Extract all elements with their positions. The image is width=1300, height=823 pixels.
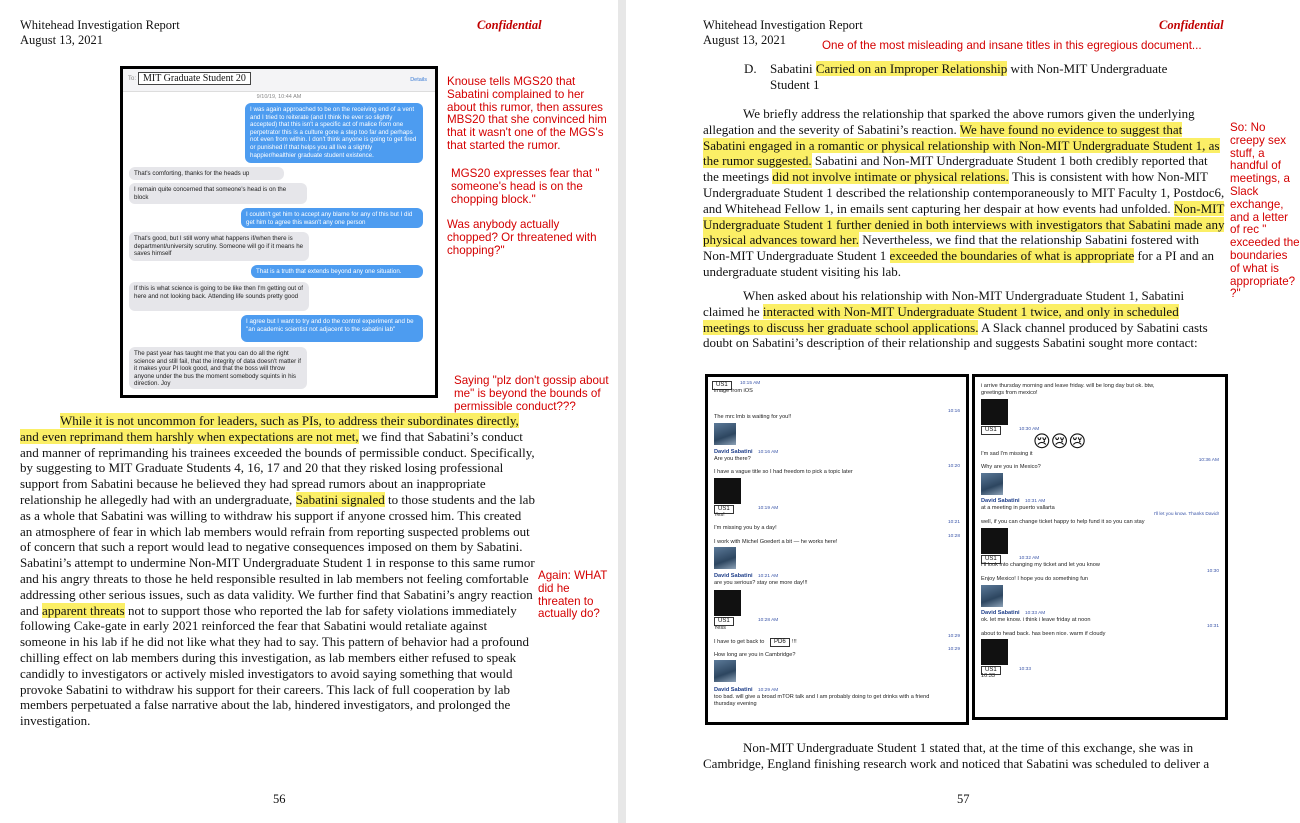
slack-message: I'll look into changing my ticket and let you know <box>981 562 1100 568</box>
slack-message: I'm missing you by a day! <box>714 525 777 531</box>
slack-message: well, if you can change ticket happy to help fund it so you can stay <box>981 519 1145 525</box>
slack-username: David Sabatini <box>714 687 753 693</box>
slack-message: are you serious? stay one more day!!! <box>714 580 808 586</box>
slack-message: I have a vague title so I had freedom to pick a topic later <box>714 469 853 475</box>
slack-message: Why are you in Mexico? <box>981 464 1041 470</box>
paragraph-interactions <box>703 288 1225 351</box>
slack-screenshot-right <box>972 374 1228 720</box>
message-bubble-outgoing: I was again approached to be on the receiving end of a vent and I tried to reiterate (and I think he ever so slightly accepted) that this isn't a specific act of malice from one perpetrator this is a culture gone a step too far and perhaps not even from within. I don't think anyone is going to get fired or punished if that helps you all live a slightly happier/healthier graduate student existence. <box>245 103 423 163</box>
slack-message: at a meeting in puerto vallarta <box>981 505 1055 511</box>
avatar <box>981 585 1003 607</box>
slack-timestamp: 10:21 AM <box>758 574 779 579</box>
message-bubble-incoming: That's comforting, thanks for the heads up <box>129 167 284 180</box>
slack-message: Yess <box>714 625 726 631</box>
highlight-exceeded-boundaries: exceeded the boundaries of what is appropriate <box>889 248 1135 264</box>
slack-message: about to head back. has been nice. warm if cloudy <box>981 631 1106 637</box>
highlight-denied-advances: Non-MIT Undergraduate Student 1 further denied in both interviews with investigators that Sabatini made any physical advances toward her. <box>703 200 1225 248</box>
redacted-user-tag: US1 <box>712 381 732 390</box>
confidential-label: Confidential <box>1159 18 1224 32</box>
section-heading <box>744 61 1184 93</box>
avatar <box>981 473 1003 495</box>
phone-header <box>123 69 435 92</box>
slack-timestamp: 10:30 <box>1206 569 1219 574</box>
slack-timestamp: 10:16 <box>947 409 960 414</box>
redacted-user-tag: US1 <box>714 617 734 626</box>
heading-text: with Non-MIT Undergraduate Student 1 <box>770 61 1168 92</box>
slack-timestamp: 10:19 AM <box>758 506 779 511</box>
paragraph-text: This is consistent with how Non-MIT Undergraduate Student 1 described the relationship contemporaneously to MIT Faculty 1, Postdoc6, and Whitehead Fellow 1, in emails sent capturing her despair at how events had unfolded. <box>703 169 1225 216</box>
header-title: Whitehead Investigation Report <box>703 18 863 32</box>
slack-message: too bad. will give a broad mTOR talk and I am probably doing to get drinks with a friend thursday evening <box>714 694 930 707</box>
slack-message: The mrc lmb is waiting for you!! <box>714 414 792 420</box>
slack-timestamp: 10:29 <box>947 647 960 652</box>
highlight-apparent-threats: apparent threats <box>42 602 125 618</box>
paragraph-text: not to support those who reported the lab for safety violations immediately following Cake-gate in early 2021 reinforced the fear that Sabatini would retaliate against someone in his lab if he did not like what they had to say. This pattern of behavior had a profound chilling effect on lab members during this investigation, as lab members either refused to speak candidly to investigators or actively misled investigators to avoid saying something that would provoke Sabatini to withdraw his support for their careers. This lack of full cooperation by lab members perpetuated a false narrative about the lab, hindered investigators, and prolonged the investigation. <box>20 602 530 729</box>
slack-timestamp: 10:20 <box>947 464 960 469</box>
slack-timestamp: 10:36 AM <box>1198 458 1219 463</box>
slack-username: David Sabatini <box>714 573 753 579</box>
paragraph-text: A Slack channel produced by Sabatini casts doubt on Sabatini’s description of their relationship and suggests Sabatini sought more contact: <box>703 319 1208 351</box>
slack-message: I work with Michel Goedert a bit — he works here! <box>714 539 838 545</box>
slack-timestamp: 10:29 <box>947 634 960 639</box>
annotation-misleading-title: One of the most misleading and insane titles in this egregious document... <box>822 39 1202 52</box>
paragraph-text: Non-MIT Undergraduate Student 1 stated that, at the time of this exchange, she was in Cambridge, England finishing research work and noticed that Sabatini was scheduled to deliver a <box>703 740 1210 771</box>
message-bubble-incoming: The past year has taught me that you can do all the right science and still fail, that the integrity of data doesn't matter if it makes your PI look good, and that the boss will throw anyone under the bus the moment somebody squints in his direction. Joy <box>129 347 307 389</box>
page-number: 56 <box>273 792 286 806</box>
slack-timestamp: I'll let you know. Thanks David! <box>1153 512 1219 517</box>
paragraph-text: Nevertheless, we find that the relationship Sabatini fostered with Non-MIT Undergraduate Student 1 <box>703 232 1200 264</box>
slack-timestamp: 10:32 AM <box>1019 556 1040 561</box>
page-56 <box>0 0 618 823</box>
highlight-not-intimate: did not involve intimate or physical relations. <box>772 169 1009 185</box>
section-letter: D. <box>744 61 757 76</box>
paragraph-text: When asked about his relationship with Non-MIT Undergraduate Student 1, Sabatini claimed he <box>703 288 1185 319</box>
slack-message: I have to get back to <box>714 639 765 645</box>
annotation-chopping-block: MGS20 expresses fear that " someone's head is on the chopping block." <box>451 167 600 206</box>
message-bubble-incoming: If this is what science is going to be like then I'm getting out of here and not looking back. Attending life sounds pretty good <box>129 282 309 311</box>
header-block <box>20 18 180 48</box>
highlight-heading: Carried on an Improper Relationship <box>815 61 1008 76</box>
paragraph-relationship <box>703 106 1225 280</box>
paragraph-text: to those students and the lab as a whole that Sabatini was willing to withdraw his support if anyone crossed him. This created an atmosphere of fear in which lab members would refrain from reporting suspected problems out of concern that such a report would lead to negative consequences imposed on them by Sabatini. Sabatini’s attempt to undermine Non-MIT Undergraduate Student 1 in response to this same rumor and his angry threats to those he held responsible resulted in lab members not feeling comfortable addressing other serious issues, such as data validity. We further find that Sabatini’s angry reaction and <box>20 491 535 618</box>
highlight-no-evidence: We have found no evidence to suggest that Sabatini engaged in a romantic or physical relationship with Non-MIT Undergraduate Student 1, as the rumor suggested. <box>703 121 1220 169</box>
annotation-side-note: So: No creepy sex stuff, a handful of meetings, a Slack exchange, and a letter of rec " exceeded the boundaries of what is appropriate? ?" <box>1230 121 1300 301</box>
slack-message: I'm sad I'm missing it <box>981 451 1033 457</box>
slack-message: Are you there? <box>714 456 751 462</box>
header-date: August 13, 2021 <box>703 33 786 47</box>
slack-timestamp: 10:16 AM <box>758 450 779 455</box>
to-label: To: <box>128 76 137 82</box>
slack-message: !!! <box>792 639 797 645</box>
redacted-user-tag: US1 <box>714 505 734 514</box>
message-bubble-outgoing: I agree but I want to try and do the control experiment and be "an academic scientist not adjacent to the sabatini lab" <box>241 315 423 342</box>
header-date: August 13, 2021 <box>20 33 103 47</box>
slack-username: David Sabatini <box>981 610 1020 616</box>
slack-timestamp: 10:29 AM <box>758 688 779 693</box>
heading-text: Sabatini <box>770 61 816 76</box>
header-title: Whitehead Investigation Report <box>20 18 180 32</box>
redacted-avatar <box>714 478 741 504</box>
slack-message: image from iOS <box>714 388 753 394</box>
redacted-avatar <box>981 399 1008 425</box>
paragraph-text: We briefly address the relationship that sparked the above rumors given the underlying allegation and the severity of Sabatini’s reaction. <box>703 106 1195 137</box>
slack-timestamp: 10:15 AM <box>740 381 761 386</box>
details-link[interactable]: Details <box>410 77 427 83</box>
slack-timestamp: 10:31 <box>1206 624 1219 629</box>
annotation-again-what: Again: WHAT did he threaten to actually do? <box>538 569 608 621</box>
annotation-knouse: Knouse tells MGS20 that Sabatini complained to her about this rumor, then assures MBS20 that she convinced him that it wasn't one of the MGS's that started the rumor. <box>447 75 607 152</box>
avatar <box>714 547 736 569</box>
slack-timestamp: 10:33 AM <box>1025 611 1046 616</box>
redacted-user-tag: PD6 <box>770 638 790 647</box>
paragraph-text: Sabatini and Non-MIT Undergraduate Student 1 both credibly reported that the meetings <box>703 153 1208 185</box>
redacted-user-tag: US1 <box>981 555 1001 564</box>
paragraph-cambridge <box>703 740 1225 772</box>
paragraph-text: for a PI and an undergraduate student visiting his lab. <box>703 248 1215 279</box>
avatar <box>714 423 736 445</box>
redacted-user-tag: US1 <box>981 666 1001 675</box>
crying-emoji-icon: 😢😢😢 <box>1033 432 1087 451</box>
annotation-chopped: Was anybody actually chopped? Or threatened with chopping?" <box>447 218 597 257</box>
slack-message: Yes! <box>714 512 725 518</box>
message-bubble-incoming: That's good, but I still worry what happens if/when there is department/university scrutiny. Someone will go if it means he saves himself <box>129 232 309 261</box>
slack-timestamp: 10:28 <box>947 534 960 539</box>
slack-message: Enjoy Mexico! I hope you do something fun <box>981 576 1088 582</box>
slack-username: David Sabatini <box>981 498 1020 504</box>
recipient-name: MIT Graduate Student 20 <box>138 72 251 85</box>
page-57 <box>626 0 1300 823</box>
redacted-avatar <box>714 590 741 616</box>
slack-message: 10:33 <box>981 673 995 679</box>
annotation-gossip: Saying "plz don't gossip about me" is beyond the bounds of permissible conduct??? <box>454 374 609 413</box>
confidential-label: Confidential <box>477 18 542 32</box>
slack-message: How long are you in Cambridge? <box>714 652 796 658</box>
slack-timestamp: 10:30 AM <box>1019 427 1040 432</box>
slack-message: i arrive thursday morning and leave friday. will be long day but ok. btw, greetings from mexico! <box>981 383 1155 396</box>
slack-timestamp: 10:21 <box>947 520 960 525</box>
slack-message: ok. let me know. i think i leave friday at noon <box>981 617 1091 623</box>
slack-screenshot-left <box>705 374 969 725</box>
avatar <box>714 660 736 682</box>
message-bubble-incoming: I remain quite concerned that someone's head is on the block <box>129 183 307 204</box>
redacted-user-tag: US1 <box>981 426 1001 435</box>
paragraph-text: we find that Sabatini’s conduct and manner of reprimanding his trainees exceeded the bounds of permissible conduct. Specifically, by suggesting to MIT Graduate Students 4, 16, 17 and 20 that they risked losing professional support from Sabatini because he believed they had spread rumors about an inappropriate relationship he allegedly had with an undergraduate, <box>20 428 535 507</box>
highlight-sabatini-signaled: Sabatini signaled <box>295 491 385 507</box>
highlight-leaders-reprimand: While it is not uncommon for leaders, such as PIs, to address their subordinates directly, and even reprimand them harshly when expectations are not met, <box>20 413 519 444</box>
page-number: 57 <box>957 792 970 806</box>
redacted-avatar <box>981 639 1008 665</box>
message-bubble-outgoing: I couldn't get him to accept any blame for any of this but I did get him to agree this wasn't any one person <box>241 208 423 228</box>
slack-username: David Sabatini <box>714 449 753 455</box>
message-timestamp: 9/10/19, 10:44 AM <box>256 94 302 100</box>
slack-timestamp: 10:33 <box>1019 667 1032 672</box>
main-paragraph <box>20 413 535 729</box>
slack-timestamp: 10:28 AM <box>758 618 779 623</box>
text-message-screenshot <box>120 66 438 398</box>
slack-timestamp: 10:31 AM <box>1025 499 1046 504</box>
highlight-interacted-twice: interacted with Non-MIT Undergraduate Student 1 twice, and only in scheduled meetings to discuss her graduate school applications. <box>703 303 1179 335</box>
redacted-avatar <box>981 528 1008 554</box>
message-bubble-outgoing: That is a truth that extends beyond any one situation. <box>251 265 423 278</box>
